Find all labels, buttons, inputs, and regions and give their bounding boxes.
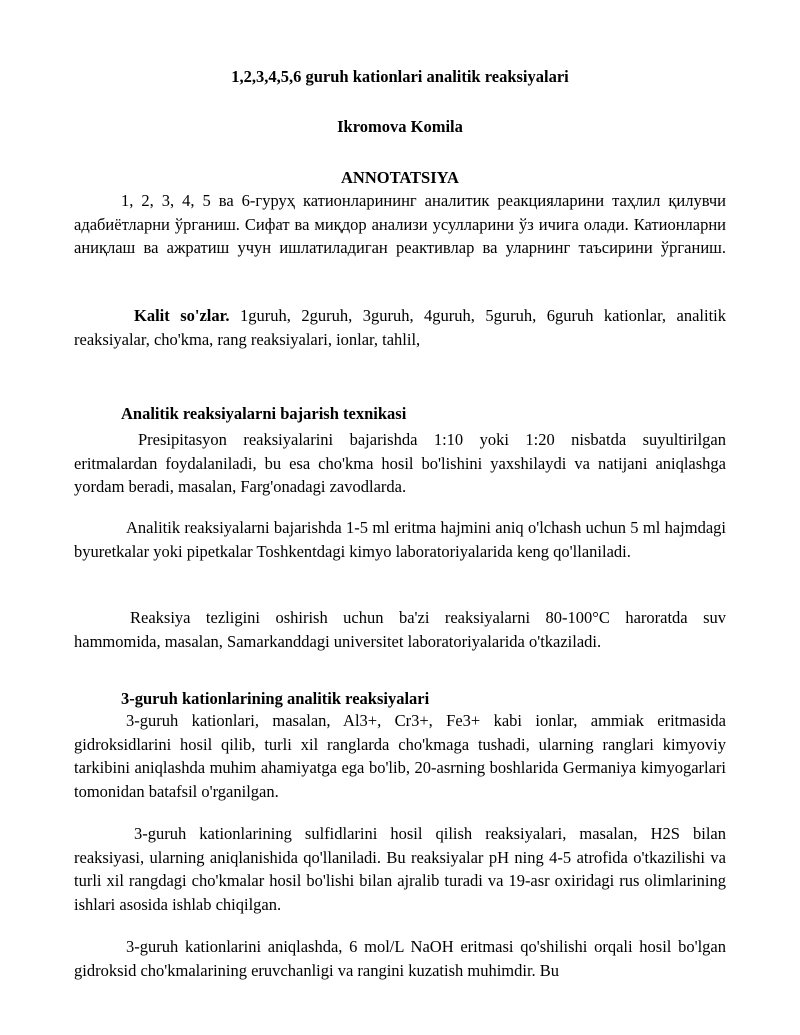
section-heading-group3: 3-guruh kationlarining analitik reaksiyalari [121,689,430,708]
document-title: 1,2,3,4,5,6 guruh kationlari analitik reaksiyalari [231,67,569,86]
section2-paragraph-1: 3-guruh kationlari, masalan, Al3+, Cr3+, Fe3+ kabi ionlar, ammiak eritmasida gidroksidlarini hosil qilib, turli xil ranglarda cho'kmaga tushadi, ularning ranglari kimyoviy tarkibini aniqlashda muhim ahamiyatga ega bo'lib, 20-asrning boshlarida Germaniya kimyogarlari tomonidan batafsil o'rganilgan. [74,711,726,801]
section1-paragraph-2: Analitik reaksiyalarni bajarishda 1-5 ml eritma hajmini aniq o'lchash uchun 5 ml hajmdagi byuretkalar yoki pipetkalar Toshkentdagi kimyo laboratoriyalarida keng qo'llaniladi. [74,518,726,561]
abstract-heading: ANNOTATSIYA [341,168,459,187]
section2-paragraph-2: 3-guruh kationlarining sulfidlarini hosil qilish reaksiyalari, masalan, H2S bilan reaksiyasi, ularning aniqlanishida qo'llaniladi. Bu reaksiyalar pH ning 4-5 atrofida o'tkazilishi va turli xil rangdagi cho'kmalar hosil bo'lishi bilan ajralib turadi va 19-asr oxiridagi rus olimlarining ishlari asosida ishlab chiqilgan. [74,824,726,914]
keywords-label: Kalit so'zlar. [134,306,230,325]
keywords-paragraph [74,304,726,351]
section1-paragraph-1: Presipitasyon reaksiyalarini bajarishda 1:10 yoki 1:20 nisbatda suyultirilgan eritmalardan foydalaniladi, bu esa cho'kma hosil bo'lishini yaxshilaydi va natijani aniqlashga yordam beradi, masalan, Farg'onadagi zavodlarda. [74,430,726,497]
section2-paragraph-3: 3-guruh kationlarini aniqlashda, 6 mol/L NaOH eritmasi qo'shilishi orqali hosil bo'lgan gidroksid cho'kmalarining eruvchanligi va rangini kuzatish muhimdir. Bu [74,937,726,980]
abstract-paragraph: 1, 2, 3, 4, 5 ва 6-гуруҳ катионларининг аналитик реакцияларини таҳлил қилувчи адабиётларни ўрганиш. Сифат ва миқдор анализи усулларини ўз ичига олади. Катионларни аниқлаш ва ажратиш учун ишлатиладиган реактивлар ва уларнинг таъсирини ўрганиш. [74,191,726,258]
author-name: Ikromova Komila [337,117,463,136]
keywords-text: 1guruh, 2guruh, 3guruh, 4guruh, 5guruh, 6guruh kationlar, analitik reaksiyalar, cho'kma, rang reaksiyalari, ionlar, tahlil, [74,306,726,349]
section1-paragraph-3: Reaksiya tezligini oshirish uchun ba'zi reaksiyalarni 80-100°C haroratda suv hammomida, masalan, Samarkanddagi universitet laboratoriyalarida o'tkaziladi. [74,608,726,651]
section-heading-technique: Analitik reaksiyalarni bajarish texnikasi [121,404,407,423]
